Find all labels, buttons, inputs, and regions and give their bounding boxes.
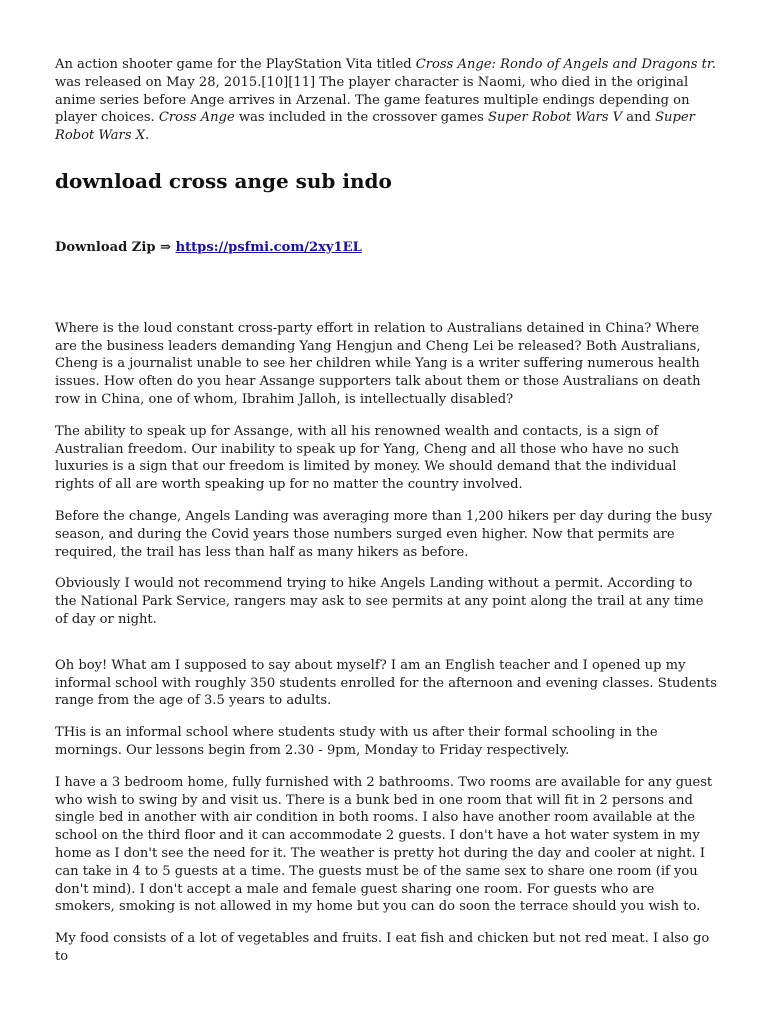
- paragraph-assange-freedom: The ability to speak up for Assange, with all his renowned wealth and contacts, is a sign of Australian freedom. Our inability to speak up for Yang, Cheng and all those who have no such luxuries is a sign that our freedom is limited by money. We should demand that the individual rights of all are worth speaking up for no matter the country involved.: [55, 423, 680, 493]
- paragraph-about-me: Oh boy! What am I supposed to say about myself? I am an English teacher and I opened up my informal school with roughly 350 students enrolled for the afternoon and evening classes. Students range from the age of 3.5 years to adults.: [55, 657, 717, 709]
- paragraph-detained-australians: Where is the loud constant cross-party effort in relation to Australians detained in China? Where are the business leaders demanding Yang Hengjun and Cheng Lei be released? Both Australians, Cheng is a journalist unable to see her children while Yang is a writer suffering numerous health issues. How often do you hear Assange supporters talk about them or those Australians on death row in China, one of whom, Ibrahim Jalloh, is intellectually disabled?: [55, 320, 701, 407]
- download-label: Download Zip ⇒: [55, 239, 176, 255]
- paragraph-food: My food consists of a lot of vegetables and fruits. I eat fish and chicken but not red meat. I also go to: [55, 931, 710, 964]
- intro-text-5: .: [145, 128, 150, 144]
- document-body: [55, 56, 717, 980]
- intro-text-1: An action shooter game for the PlayStation Vita titled: [55, 57, 416, 72]
- intro-text-4: and: [622, 110, 656, 126]
- paragraph-angels-landing-permit: Obviously I would not recommend trying to hike Angels Landing without a permit. According to the National Park Service, rangers may ask to see permits at any point along the trail at any time of day or night.: [55, 576, 704, 627]
- paragraph-informal-school: THis is an informal school where students study with us after their formal schooling in the mornings. Our lessons begin from 2.30 - 9pm, Monday to Friday respectively.: [55, 725, 658, 758]
- intro-text-2: was released on May 28, 2015.[10][11] The player character is Naomi, who died in the original anime series before Ange arrives in Arzenal. The game features multiple endings depending on player choices.: [55, 74, 690, 126]
- download-link[interactable]: https://psfmi.com/2xy1EL: [175, 239, 362, 255]
- intro-paragraph: [55, 56, 717, 145]
- game-title: Cross Ange: Rondo of Angels and Dragons tr.: [415, 57, 716, 72]
- download-line: [55, 239, 717, 257]
- srw-x-title: Super Robot Wars X: [55, 110, 695, 144]
- paragraph-angels-landing-hikers: Before the change, Angels Landing was averaging more than 1,200 hikers per day during the busy season, and during the Covid years those numbers surged even higher. Now that permits are required, the trail has less than half as many hikers as before.: [55, 508, 713, 560]
- series-name: Cross Ange: [158, 110, 235, 126]
- page-heading: download cross ange sub indo: [55, 168, 392, 193]
- paragraph-home-rooms: I have a 3 bedroom home, fully furnished with 2 bathrooms. Two rooms are available for any guest who wish to swing by and visit us. There is a bunk bed in one room that will fit in 2 persons and single bed in another with air condition in both rooms. I also have another room available at the school on the third floor and it can accommodate 2 guests. I don't have a hot water system in my home as I don't see the need for it. The weather is pretty hot during the day and cooler at night. I can take in 4 to 5 guests at a time. The guests must be of the same sex to share one room (if you don't mind). I don't accept a male and female guest sharing one room. For guests who are smokers, smoking is not allowed in my home but you can do soon the terrace should you wish to.: [55, 774, 713, 915]
- intro-text-3: was included in the crossover games: [234, 110, 488, 126]
- srw-v-title: Super Robot Wars V: [488, 110, 623, 126]
